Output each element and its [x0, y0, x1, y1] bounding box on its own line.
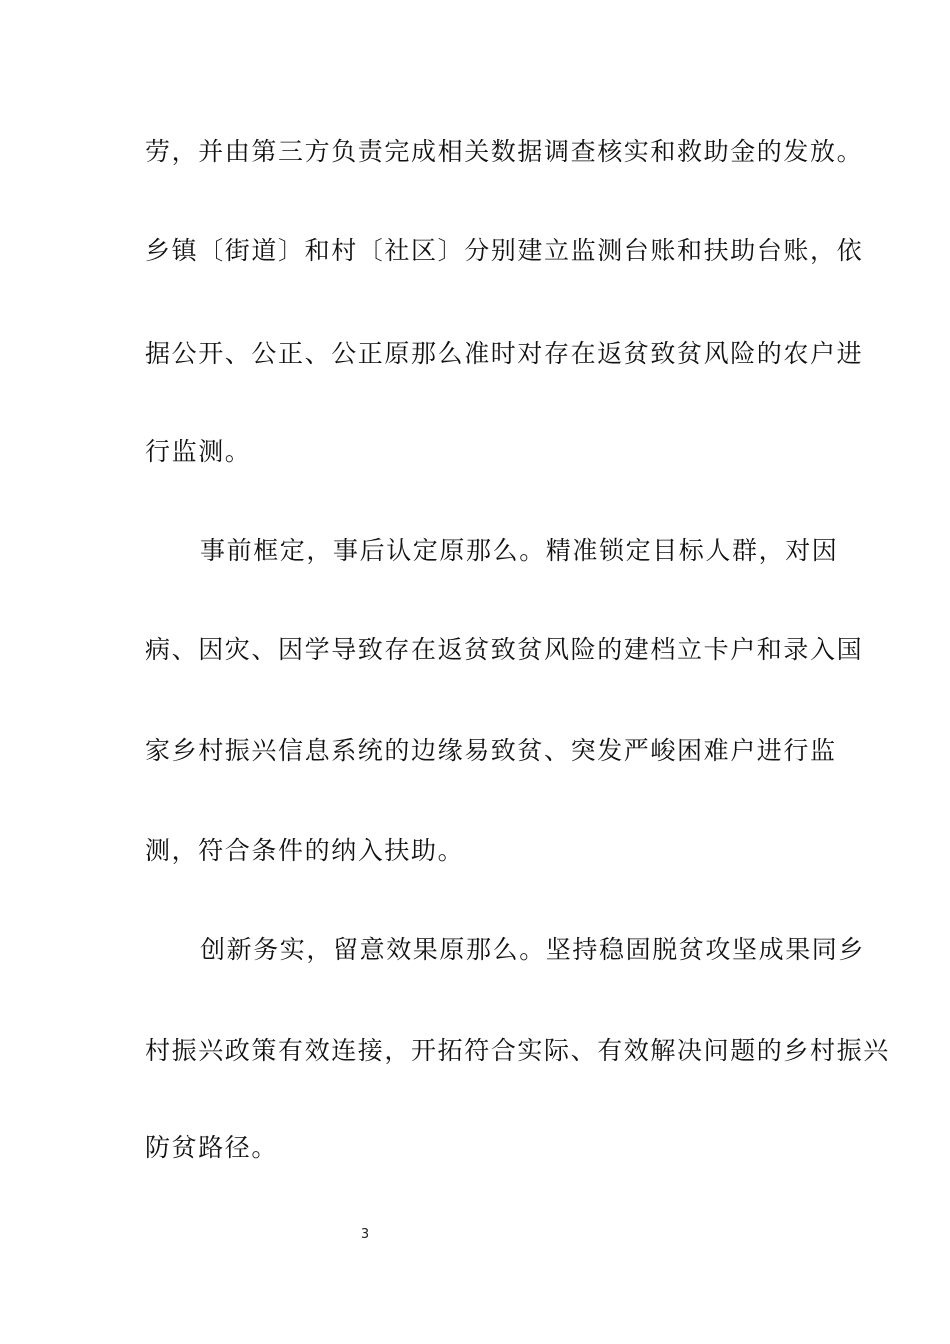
paragraph-start-line: 创新务实，留意效果原那么。坚持稳固脱贫攻坚成果同乡	[200, 935, 866, 964]
page-number: 3	[360, 1227, 370, 1242]
text-line-10: 村振兴政策有效连接，开拓符合实际、有效解决问题的乡村振兴	[145, 1036, 890, 1065]
text-line-2: 乡镇〔街道〕和村〔社区〕分别建立监测台账和扶助台账，依	[145, 236, 864, 265]
paragraph-start-line: 事前框定，事后认定原那么。精准锁定目标人群，对因	[200, 536, 839, 565]
text-line-11: 防贫路径。	[145, 1133, 279, 1162]
text-line-1: 劳，并由第三方负责完成相关数据调查核实和救助金的发放。	[145, 137, 864, 166]
text-line-8: 测，符合条件的纳入扶助。	[145, 836, 465, 865]
text-line-4: 行监测。	[145, 437, 252, 466]
text-line-3: 据公开、公正、公正原那么准时对存在返贫致贫风险的农户进	[145, 339, 864, 368]
text-line-6: 病、因灾、因学导致存在返贫致贫风险的建档立卡户和录入国	[145, 635, 864, 664]
text-line-7: 家乡村振兴信息系统的边缘易致贫、突发严峻困难户进行监	[145, 736, 837, 765]
